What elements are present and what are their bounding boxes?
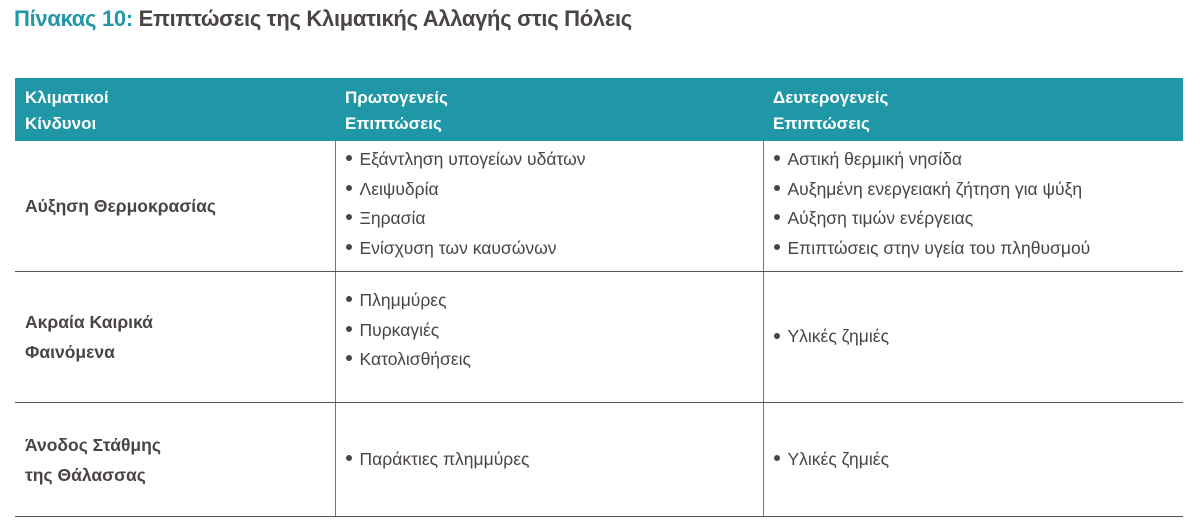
list-item: Αυξημένη ενεργειακή ζήτηση για ψύξη — [774, 175, 1174, 205]
list-item: Εξάντληση υπογείων υδάτων — [346, 145, 753, 175]
bullet-icon — [346, 244, 352, 250]
risk-cell: Άνοδος Στάθμης της Θάλασσας — [15, 403, 335, 517]
bullet-icon — [346, 296, 352, 302]
bullet-icon — [346, 214, 352, 220]
bullet-icon — [774, 155, 780, 161]
header-row — [15, 78, 1183, 141]
bullet-icon — [346, 155, 352, 161]
list-item: Αστική θερμική νησίδα — [774, 145, 1174, 175]
list-item: Πυρκαγιές — [346, 316, 753, 346]
bullet-icon — [774, 333, 780, 339]
table-row — [15, 141, 1183, 272]
bullet-icon — [346, 185, 352, 191]
primary-impacts-cell — [335, 272, 763, 403]
secondary-impacts-list — [774, 145, 1174, 263]
climate-impacts-table — [15, 78, 1183, 517]
primary-impacts-cell — [335, 403, 763, 517]
list-item: Πλημμύρες — [346, 286, 753, 316]
bullet-icon — [774, 214, 780, 220]
list-item: Υλικές ζημιές — [774, 445, 1174, 475]
primary-impacts-list — [346, 445, 753, 475]
bullet-icon — [346, 455, 352, 461]
secondary-impacts-cell — [763, 272, 1183, 403]
table-row — [15, 403, 1183, 517]
list-item: Ξηρασία — [346, 204, 753, 234]
header-climate-risks: Κλιματικοί Κίνδυνοι — [15, 78, 335, 141]
primary-impacts-list — [346, 286, 753, 375]
risk-cell: Αύξηση Θερμοκρασίας — [15, 141, 335, 272]
list-item: Λειψυδρία — [346, 175, 753, 205]
list-item: Αύξηση τιμών ενέργειας — [774, 204, 1174, 234]
secondary-impacts-list — [774, 445, 1174, 475]
list-item: Υλικές ζημιές — [774, 322, 1174, 352]
secondary-impacts-cell — [763, 403, 1183, 517]
bullet-icon — [774, 455, 780, 461]
header-secondary-impacts: Δευτερογενείς Επιπτώσεις — [763, 78, 1183, 141]
bullet-icon — [774, 185, 780, 191]
table-caption: Επιπτώσεις της Κλιματικής Αλλαγής στις Πόλεις — [132, 6, 632, 31]
primary-impacts-cell — [335, 141, 763, 272]
header-primary-impacts: Πρωτογενείς Επιπτώσεις — [335, 78, 763, 141]
list-item: Παράκτιες πλημμύρες — [346, 445, 753, 475]
secondary-impacts-cell — [763, 141, 1183, 272]
table-title — [14, 6, 632, 32]
table-row — [15, 272, 1183, 403]
bullet-icon — [774, 244, 780, 250]
secondary-impacts-list — [774, 322, 1174, 352]
table-number: Πίνακας 10: — [14, 6, 133, 31]
list-item: Ενίσχυση των καυσώνων — [346, 234, 753, 264]
bullet-icon — [346, 326, 352, 332]
risk-cell: Ακραία Καιρικά Φαινόμενα — [15, 272, 335, 403]
primary-impacts-list — [346, 145, 753, 263]
list-item: Κατολισθήσεις — [346, 345, 753, 375]
list-item: Επιπτώσεις στην υγεία του πληθυσμού — [774, 234, 1174, 264]
bullet-icon — [346, 355, 352, 361]
